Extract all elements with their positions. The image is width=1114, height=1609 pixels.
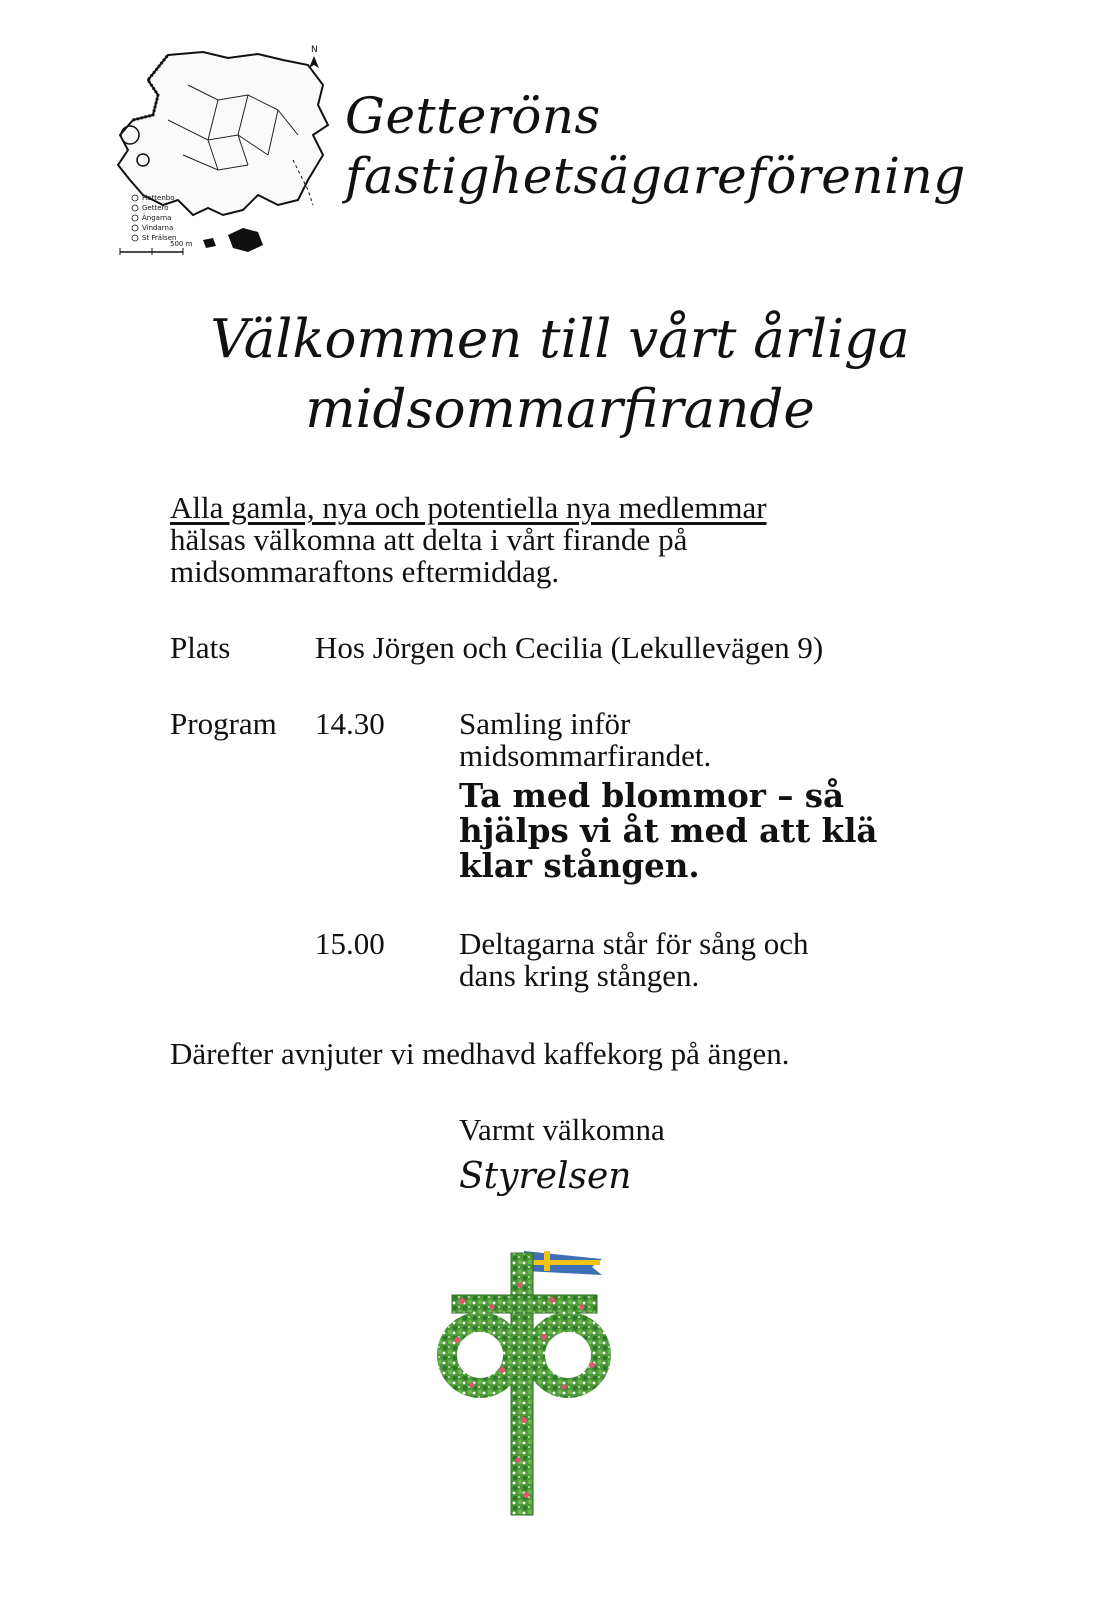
place-value: Hos Jörgen och Cecilia (Lekullevägen 9) — [315, 630, 824, 665]
intro-paragraph — [170, 492, 1070, 588]
organization-name — [345, 86, 1085, 206]
program-time: 14.30 — [315, 706, 385, 741]
wreath-left — [447, 1322, 513, 1388]
program-description: Deltagarna står för sång och dans kring stången. — [459, 926, 809, 993]
maypole-illustration — [432, 1245, 617, 1520]
intro-line: midsommaraftons eftermiddag. — [170, 554, 560, 589]
program-time: 15.00 — [315, 926, 385, 961]
island-map — [108, 40, 338, 265]
compass-arrow-icon — [309, 56, 319, 68]
intro-underlined-text: Alla gamla, nya och potentiella nya medlemmar — [170, 490, 767, 525]
intro-line: hälsas välkomna att delta i vårt firande på — [170, 522, 688, 557]
map-legend-item: Ängarna — [142, 214, 172, 222]
map-legend-item: Hattenbo — [142, 194, 175, 202]
page-title — [60, 305, 1060, 445]
wreath-right — [535, 1322, 601, 1388]
program-description: Samling inför midsommarfirandet. — [459, 706, 712, 773]
map-scale-label: 500 m — [170, 240, 193, 248]
organization-name-line2: fastighetsägareförening — [345, 147, 966, 205]
after-text: Därefter avnjuter vi medhavd kaffekorg på ängen. — [170, 1036, 790, 1071]
page-title-line1: Välkommen till vårt årliga — [210, 309, 910, 370]
signature: Styrelsen — [459, 1156, 632, 1197]
place-label: Plats — [170, 630, 231, 665]
map-legend-item: Vindarna — [142, 224, 174, 232]
map-legend-item: Getterö — [142, 204, 169, 212]
compass-letter: N — [311, 45, 318, 55]
closing-greeting: Varmt välkomna — [459, 1112, 665, 1147]
organization-name-line1: Getteröns — [345, 87, 601, 145]
program-label: Program — [170, 706, 277, 741]
map-legend-item: St Frälsen — [142, 234, 177, 242]
program-emphasis: Ta med blommor – så hjälps vi åt med att klä klar stången. — [459, 776, 878, 885]
page-title-line2: midsommarfirande — [305, 379, 815, 440]
